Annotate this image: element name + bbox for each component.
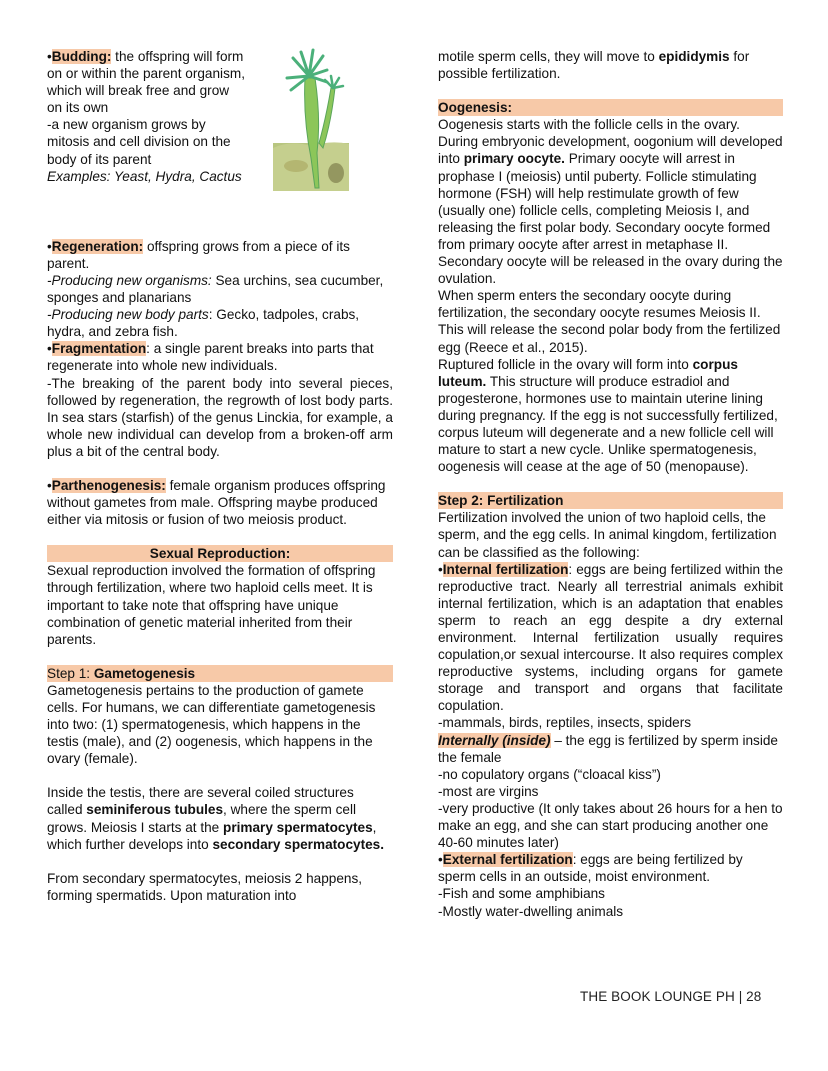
step2-heading: Step 2: Fertilization: [438, 492, 783, 509]
list-item: -Fish and some amphibians: [438, 886, 605, 902]
list-item: -most are virgins: [438, 783, 539, 799]
internal-fertilization-term: Internal fertilization: [442, 561, 569, 577]
fragmentation-section: •Fragmentation: a single parent breaks into parts that regenerate into whole new individuals. -The breaking of the parent body into several pieces, followed by regeneration, the regrowth of lost body parts. In sea stars (starfish) of the genus Linckia, for example, a whole new individual can develop from a broken-off arm plus a bit of the central body.: [47, 341, 393, 459]
parthenogenesis-term: Parthenogenesis:: [51, 477, 166, 493]
external-fertilization-term: External fertilization: [442, 852, 573, 868]
list-item: -very productive (It only takes about 26 hours for a hen to make an egg, and she can start producing another one 40-60 minutes later): [438, 800, 783, 851]
budding-term: Budding:: [51, 49, 112, 64]
hydra-illustration: [271, 48, 371, 198]
sexual-reproduction-heading: Sexual Reproduction:: [47, 545, 393, 562]
publisher-name: THE BOOK LOUNGE PH: [580, 989, 735, 1004]
list-item: -no copulatory organs (“cloacal kiss”): [438, 766, 661, 782]
sexual-reproduction-section: Sexual Reproduction: Sexual reproduction involved the formation of offspring through fertilization, where two haploid cells meet. It is important to take note that offspring have unique combination of genetic material inherited from their parents.: [47, 545, 393, 648]
regeneration-term: Regeneration:: [51, 238, 144, 254]
step1-heading: Step 1: Gametogenesis: [47, 665, 393, 682]
page-number: 28: [746, 989, 762, 1004]
step2-section: Step 2: Fertilization Fertilization involved the union of two haploid cells, the sperm, and the egg cells. In animal kingdom, fertilization can be classified as the following: •Internal fertilization: eggs are being fertilized within the reproductive tract. Nearly all terrestrial animals exhibit internal fertilization, which is an adaptation that enables sperm to reach an egg despite a dry external environment. Internal fertilization usually requires copulation,or sexual intercourse. It also requires complex reproductive systems, including organs for gamete storage and transport and organs that facilitate copulation. -mammals, birds, reptiles, insects, spiders Internally (inside) – the egg is fertilized by sperm inside the female -no copulatory organs (“cloacal kiss”) -most are virgins -very productive (It only takes about 26 hours for a hen to make an egg, and she can start producing another one 40-60 minutes later) •External fertilization: eggs are being fertilized by sperm cells in an outside, moist environment. -Fish and some amphibians -Mostly water-dwelling animals: [438, 493, 783, 919]
page-footer: THE BOOK LOUNGE PH | 28: [580, 989, 762, 1004]
budding-text: •Budding: the offspring will form on or within the parent organism, which will break free and grow on its own -a new organism grows by mitosis and cell division on the body of its parent Examples: Yeast, Hydra, Cactus: [47, 49, 245, 184]
right-column: [438, 48, 783, 920]
left-column: [47, 48, 393, 904]
oogenesis-heading: Oogenesis:: [438, 99, 783, 116]
budding-section: [47, 48, 393, 185]
oogenesis-section: Oogenesis: Oogenesis starts with the follicle cells in the ovary. During embryonic development, oogonium will developed into primary oocyte. Primary oocyte will arrest in prophase I (meiosis) until puberty. Follicle stimulating hormone (FSH) will help restimulate growth of few (usually one) follicle cells, completing Meiosis I, and releasing the first polar body. Secondary oocyte formed from primary oocyte after arrest in metaphase II. Secondary oocyte will be released in the ovary during the ovulation. When sperm enters the secondary oocyte during fertilization, the secondary oocyte resumes Meiosis II. This will release the second polar body from the fertilized egg (Reece et al., 2015). Ruptured follicle in the ovary will form into corpus luteum. This structure will produce estradiol and progesterone, hormones use to maintain uterine lining during pregnancy. If the egg is not successfully fertilized, corpus luteum will degenerate and a new follicle cell will mature to start a new cycle. Unlike spermatogenesis, oogenesis will cease at the age of 50 (menopause).: [438, 100, 783, 475]
parthenogenesis-section: •Parthenogenesis: female organism produces offspring without gametes from male. Offspring maybe produced either via mitosis or fusion of two meiosis product.: [47, 477, 386, 528]
list-item: -Mostly water-dwelling animals: [438, 903, 624, 919]
regeneration-section: •Regeneration: offspring grows from a piece of its parent. -Producing new organisms: Sea urchins, sea cucumber, sponges and planarians -Producing new body parts: Gecko, tadpoles, crabs, hydra, and zebra fish.: [47, 238, 384, 340]
spermatogenesis-continuation: motile sperm cells, they will move to epididymis for possible fertilization.: [438, 49, 750, 82]
step1-section: Step 1: Gametogenesis Gametogenesis pertains to the production of gamete cells. For humans, we can differentiate gametogenesis into two: (1) spermatogenesis, which happens in the testis (male), and (2) oogenesis, which happens in the ovary (female). Inside the testis, there are several coiled structures called seminiferous tubules, where the sperm cell grows. Meiosis I starts at the primary spermatocytes, which further develops into secondary spermatocytes. From secondary spermatocytes, meiosis 2 happens, forming spermatids. Upon maturation into: [47, 665, 393, 904]
budding-examples: Examples: Yeast, Hydra, Cactus: [47, 168, 242, 184]
internally-term: Internally (inside): [438, 732, 551, 748]
fragmentation-term: Fragmentation: [51, 341, 147, 357]
